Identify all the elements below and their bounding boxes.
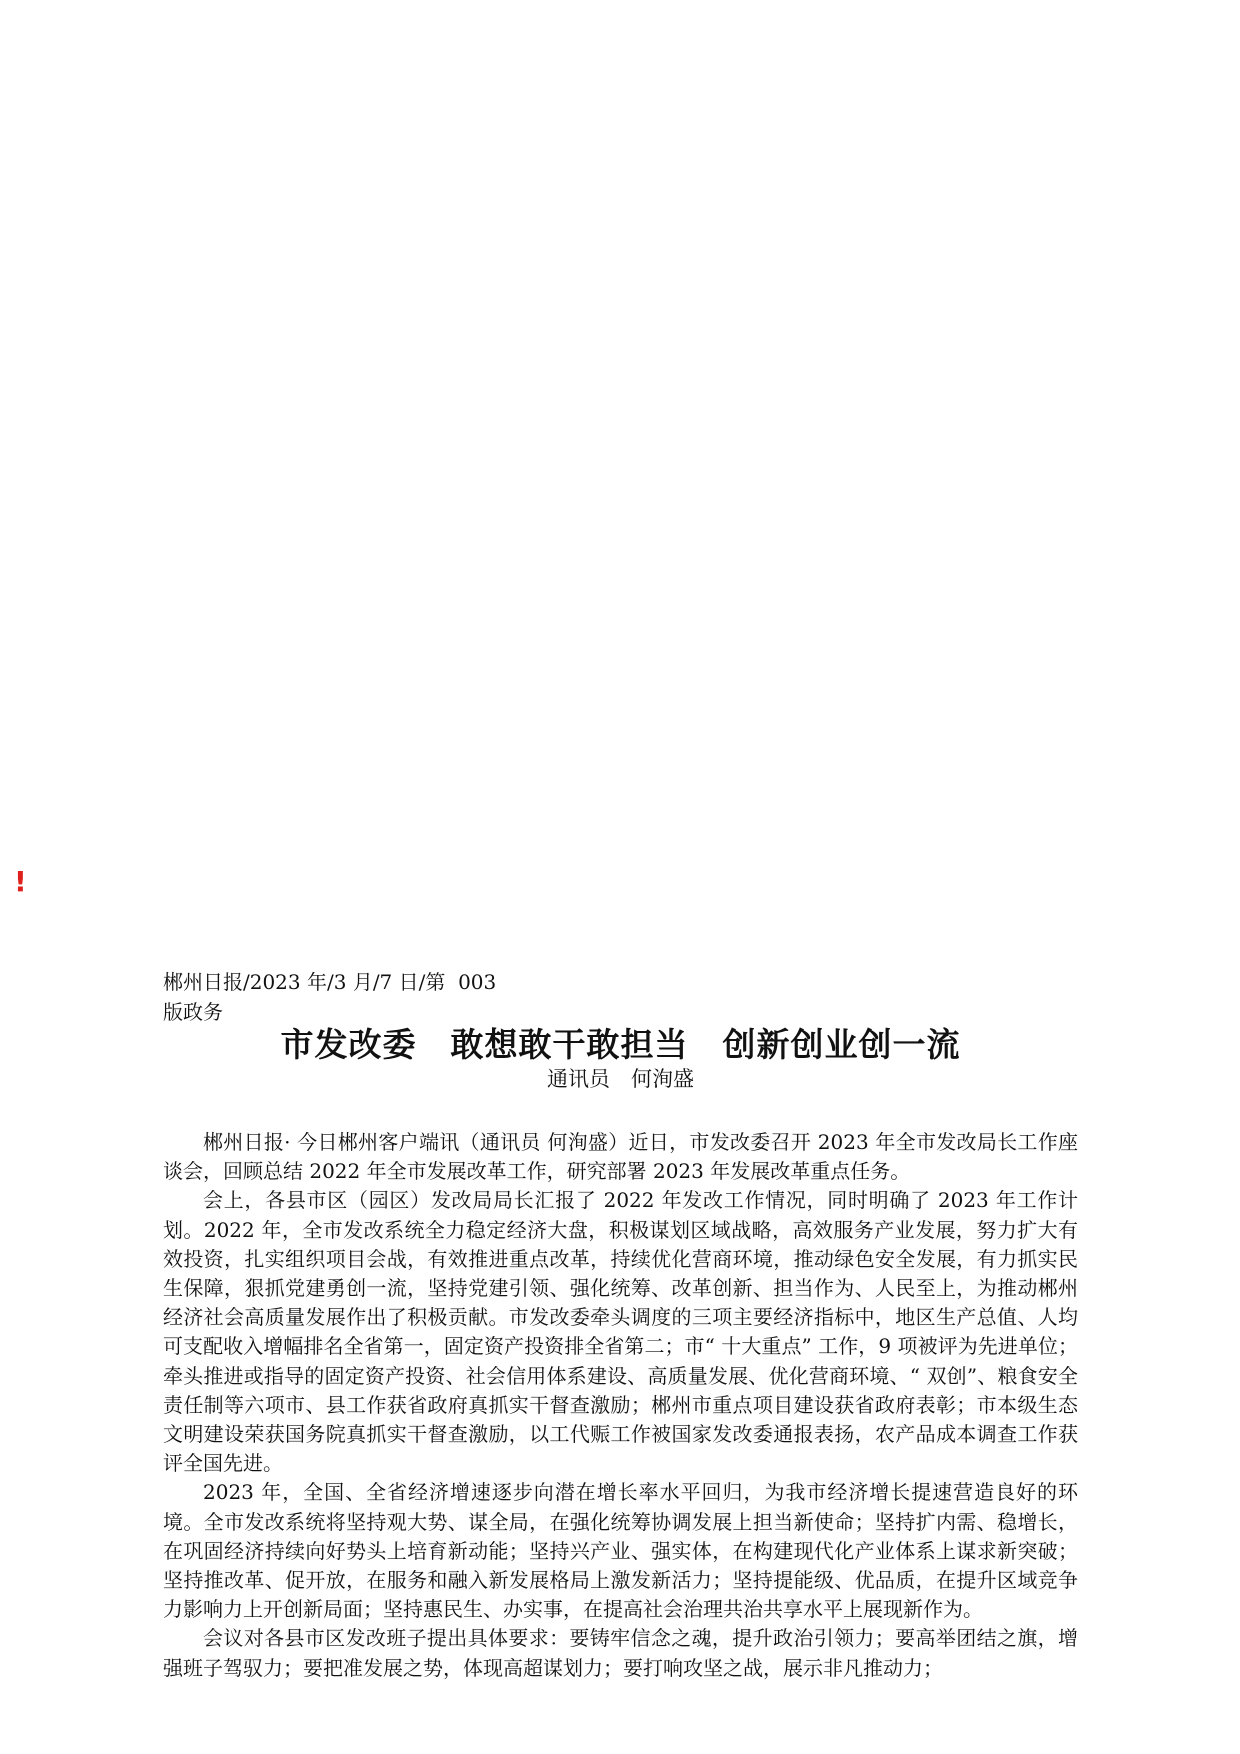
exclamation-mark: ! [14, 865, 27, 898]
article-headline: 市发改委 敢想敢干敢担当 创新创业创一流 [280, 1025, 961, 1064]
article-paragraph-2: 会上，各县市区（园区）发改局局长汇报了 2022 年发改工作情况，同时明确了 2023 年工作计划。2022 年，全市发改系统全力稳定经济大盘，积极谋划区域战略，高效服务产业发展，努力扩大有效投资，扎实组织项目会战，有效推进重点改革，持续优化营商环境，推动绿色安全发展，有力抓实民生保障，狠抓党建勇创一流，坚持党建引领、强化统筹、改革创新、担当作为、人民至上，为推动郴州经济社会高质量发展作出了积极贡献。市发改委牵头调度的三项主要经济指标中，地区生产总值、人均可支配收入增幅排名全省第一，固定资产投资排全省第二；市“ 十大重点” 工作，9 项被评为先进单位；牵头推进或指导的固定资产投资、社会信用体系建设、高质量发展、优化营商环境、“ 双创”、粮食安全责任制等六项市、县工作获省政府真抓实干督查激励；郴州市重点项目建设获省政府表彰；市本级生态文明建设荣获国务院真抓实干督查激励，以工代赈工作被国家发改委通报表扬，农产品成本调查工作获评全国先进。 [163, 1188, 1078, 1476]
source-line: 郴州日报/2023 年/3 月/7 日/第 003 版政务 [163, 970, 497, 1024]
article-paragraph-3: 2023 年，全国、全省经济增速逐步向潜在增长率水平回归，为我市经济增长提速营造良好的环境。全市发改系统将坚持观大势、谋全局，在强化统筹协调发展上担当新使命；坚持扩内需、稳增长，在巩固经济持续向好势头上培育新动能；坚持兴产业、强实体，在构建现代化产业体系上谋求新突破；坚持推改革、促开放，在服务和融入新发展格局上激发新活力；坚持提能级、优品质，在提升区域竞争力影响力上开创新局面；坚持惠民生、办实事，在提高社会治理共治共享水平上展现新作为。 [163, 1480, 1078, 1622]
article-body [163, 1128, 1078, 1683]
article-byline: 通讯员 何洵盛 [547, 1067, 694, 1091]
article-paragraph-1: 郴州日报· 今日郴州客户端讯（通讯员 何洵盛）近日，市发改委召开 2023 年全市发改局长工作座谈会，回顾总结 2022 年全市发展改革工作，研究部署 2023 年发展改革重点任务。 [163, 1130, 1078, 1184]
article-paragraph-4: 会议对各县市区发改班子提出具体要求：要铸牢信念之魂，提升政治引领力；要高举团结之旗，增强班子驾驭力；要把准发展之势，体现高超谋划力；要打响攻坚之战，展示非凡推动力； [163, 1626, 1078, 1680]
